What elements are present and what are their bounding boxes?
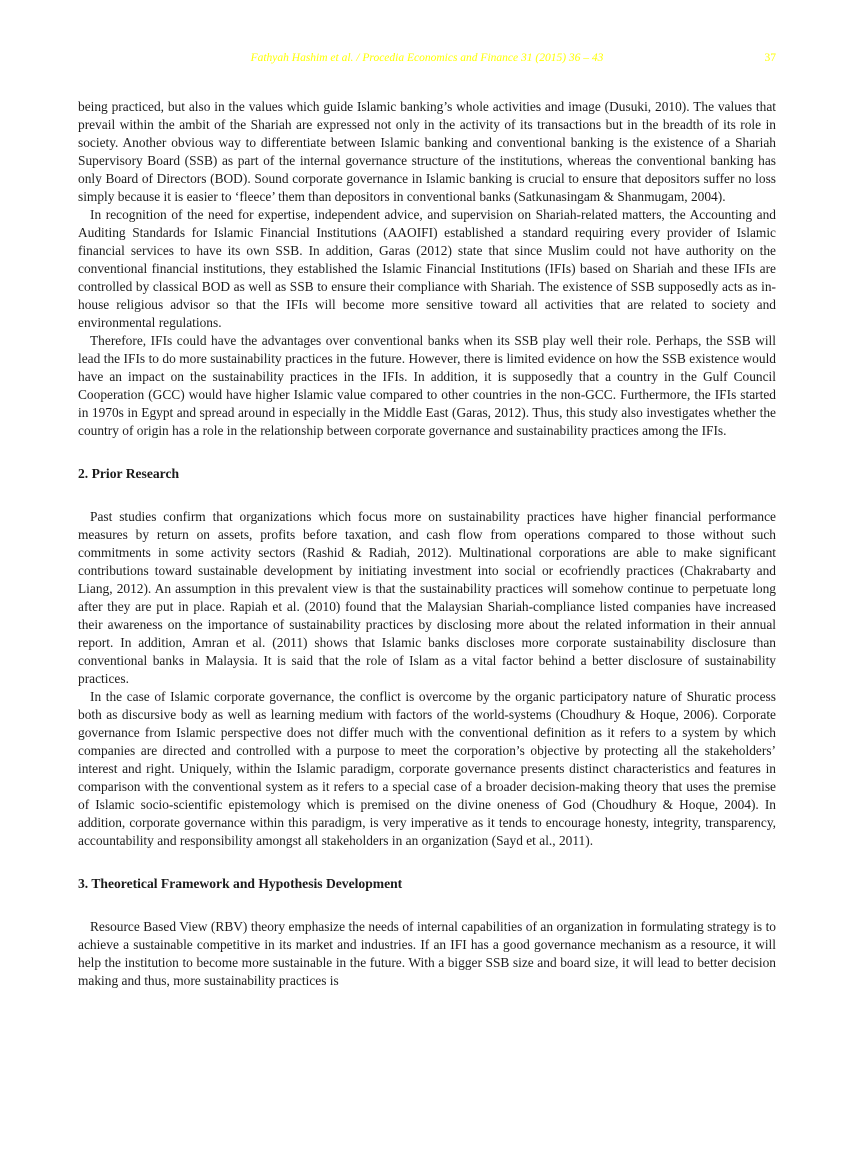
page-number: 37	[764, 52, 776, 64]
running-head-title: Fathyah Hashim et al. / Procedia Economics and Finance 31 (2015) 36 – 43	[250, 52, 604, 64]
paragraph: Past studies confirm that organizations which focus more on sustainability practices have higher financial performance measures by return on assets, profits before taxation, and cash flow from operations compared to those without such commitments in some activity sectors (Rashid & Radiah, 2012). Multinational corporations are able to make significant contributions toward sustainable development by initiating investment into social or ecofriendly practices (Chakrabarty and Liang, 2012). An assumption in this prevalent view is that the sustainability practices will somehow continue to perpetuate long after they are put in place. Rapiah et al. (2010) found that the Malaysian Shariah-compliance listed companies have increased their awareness on the importance of sustainability practices by disclosing more about the related information in their annual report. In addition, Amran et al. (2011) shows that Islamic banks discloses more corporate sustainability disclosure than conventional banks in Malaysia. It is said that the role of Islam as a vital factor behind a better disclosure of sustainability practices.	[78, 509, 776, 686]
paragraph: Therefore, IFIs could have the advantages over conventional banks when its SSB play well their role. Perhaps, the SSB will lead the IFIs to do more sustainability practices in the future. However, there is limited evidence on how the SSB existence would have an impact on the sustainability practices in the IFIs. In addition, it is supposedly that a country in the Gulf Council Cooperation (GCC) would have higher Islamic value compared to other countries in the non-GCC. Furthermore, the IFIs started in 1970s in Egypt and spread around in especially in the Middle East (Garas, 2012). Thus, this study also investigates whether the country of origin has a role in the relationship between corporate governance and sustainability practices among the IFIs.	[78, 333, 776, 438]
paragraph: In recognition of the need for expertise, independent advice, and supervision on Shariah-related matters, the Accounting and Auditing Standards for Islamic Financial Institutions (AAOIFI) established a standard requiring every provider of Islamic financial services to have its own SSB. In addition, Garas (2012) state that since Muslim could not have authority on the conventional financial institutions, they established the Islamic Financial Institutions (IFIs) based on Shariah and these IFIs are controlled by classical BOD as well as SSB to ensure their compliance with Shariah. The existence of SSB supposedly acts as in-house religious advisor so that the IFIs will become more sensitive toward all activities that are related to society and environmental regulations.	[78, 207, 776, 330]
running-head	[78, 52, 776, 68]
article-body	[78, 98, 776, 990]
section-heading-prior-research: 2. Prior Research	[78, 466, 180, 481]
paragraph: In the case of Islamic corporate governance, the conflict is overcome by the organic participatory nature of Shuratic process both as discursive body as well as learning medium with factors of the world-systems (Choudhury & Hoque, 2006). Corporate governance from Islamic perspective does not differ much with the conventional definition as it refers to a system by which companies are directed and controlled with a purpose to meet the corporation’s objective by protecting all the stakeholders’ interest and right. Uniquely, within the Islamic paradigm, corporate governance presents distinct characteristics and features in comparison with the conventional system as it refers to a special case of a broader decision-making theory that uses the premise of Islamic socio-scientific epistemology which is premised on the divine oneness of God (Choudhury & Hoque, 2004). In addition, corporate governance within this paradigm, is very imperative as it tends to encourage honesty, integrity, transparency, accountability and responsibility amongst all stakeholders in an organization (Sayd et al., 2011).	[78, 689, 776, 848]
section-heading-theoretical-framework: 3. Theoretical Framework and Hypothesis Development	[78, 876, 403, 891]
paragraph-continued: being practiced, but also in the values which guide Islamic banking’s whole activities and image (Dusuki, 2010). The values that prevail within the ambit of the Shariah are expressed not only in the activity of its transactions but in the breadth of its role in society. Another obvious way to differentiate between Islamic banking and conventional banking is the existence of a Shariah Supervisory Board (SSB) as part of the internal governance structure of the institutions, whereas the conventional banking has only Board of Directors (BOD). Sound corporate governance in Islamic banking is crucial to ensure that depositors suffer no loss simply because it is easier to ‘fleece’ them than depositors in conventional banks (Satkunasingam & Shanmugam, 2004).	[78, 99, 776, 204]
paragraph: Resource Based View (RBV) theory emphasize the needs of internal capabilities of an organization in formulating strategy is to achieve a sustainable competitive in its market and industries. If an IFI has a good governance mechanism as a resource, it will help the institution to become more sustainable in the future. With a bigger SSB size and board size, it will lead to better decision making and thus, more sustainability practices is	[78, 919, 776, 988]
